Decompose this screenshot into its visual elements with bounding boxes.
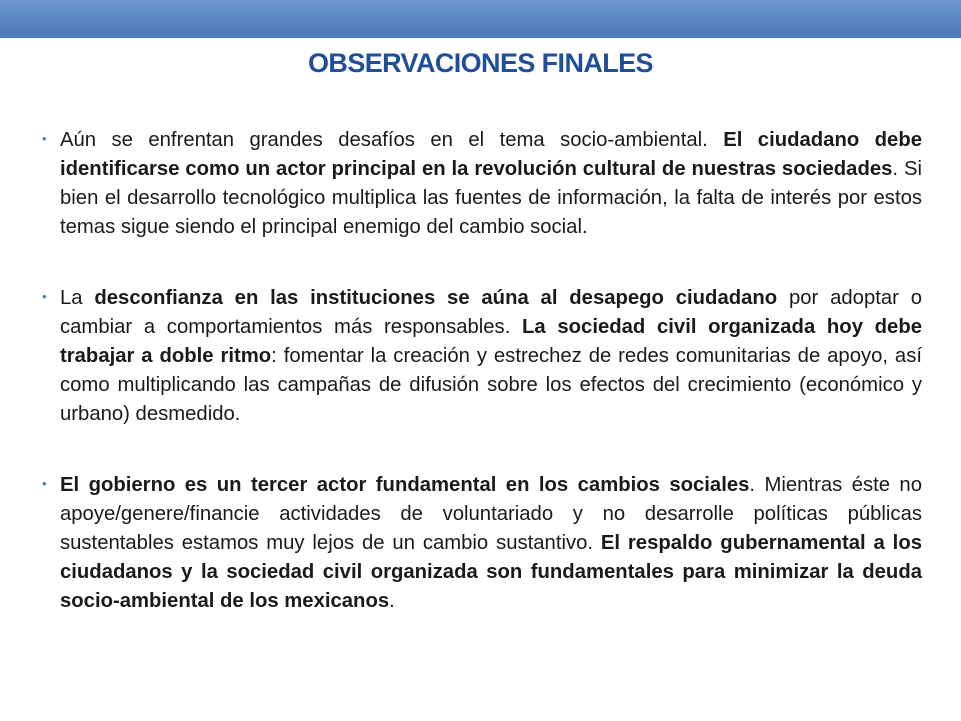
slide-title: OBSERVACIONES FINALES <box>308 48 653 78</box>
bullet-item <box>42 471 922 616</box>
bullet-text <box>60 474 922 612</box>
text-segment: . <box>389 590 395 612</box>
text-segment-bold: La sociedad civil organizada hoy debe trabajar a doble ritmo <box>60 316 922 367</box>
text-segment-bold: El ciudadano debe identificarse como un actor principal en la revolución cultural de nuestras sociedades <box>60 129 922 180</box>
bullet-item <box>42 284 922 429</box>
text-segment-bold: El respaldo gubernamental a los ciudadanos y la sociedad civil organizada son fundamentales para minimizar la deuda socio-ambiental de los mexicanos <box>60 532 922 612</box>
text-segment: La <box>60 287 95 309</box>
bullet-list <box>42 126 922 616</box>
text-segment: . Mientras éste no apoye/genere/financie actividades de voluntariado y no desarrolle políticas públicas sustentables estamos muy lejos de un cambio sustantivo. <box>60 474 922 554</box>
bullet-dot-icon: • <box>42 476 47 491</box>
bullet-text <box>60 129 922 238</box>
bullet-item <box>42 126 922 242</box>
bullet-text <box>60 287 922 425</box>
text-segment: : fomentar la creación y estrechez de redes comunitarias de apoyo, así como multiplicando las campañas de difusión sobre los efectos del crecimiento (económico y urbano) desmedido. <box>60 345 922 425</box>
bullet-dot-icon: • <box>42 131 47 146</box>
text-segment: por adoptar o cambiar a comportamientos más responsables. <box>60 287 922 338</box>
text-segment: Aún se enfrentan grandes desafíos en el tema socio-ambiental. <box>60 129 724 151</box>
text-segment-bold: desconfianza en las instituciones se aúna al desapego ciudadano <box>94 287 778 309</box>
bullet-dot-icon: • <box>42 289 47 304</box>
header-band <box>0 0 961 38</box>
text-segment: . Si bien el desarrollo tecnológico multiplica las fuentes de información, la falta de interés por estos temas sigue siendo el principal enemigo del cambio social. <box>60 158 922 238</box>
text-segment-bold: El gobierno es un tercer actor fundamental en los cambios sociales <box>60 474 750 496</box>
